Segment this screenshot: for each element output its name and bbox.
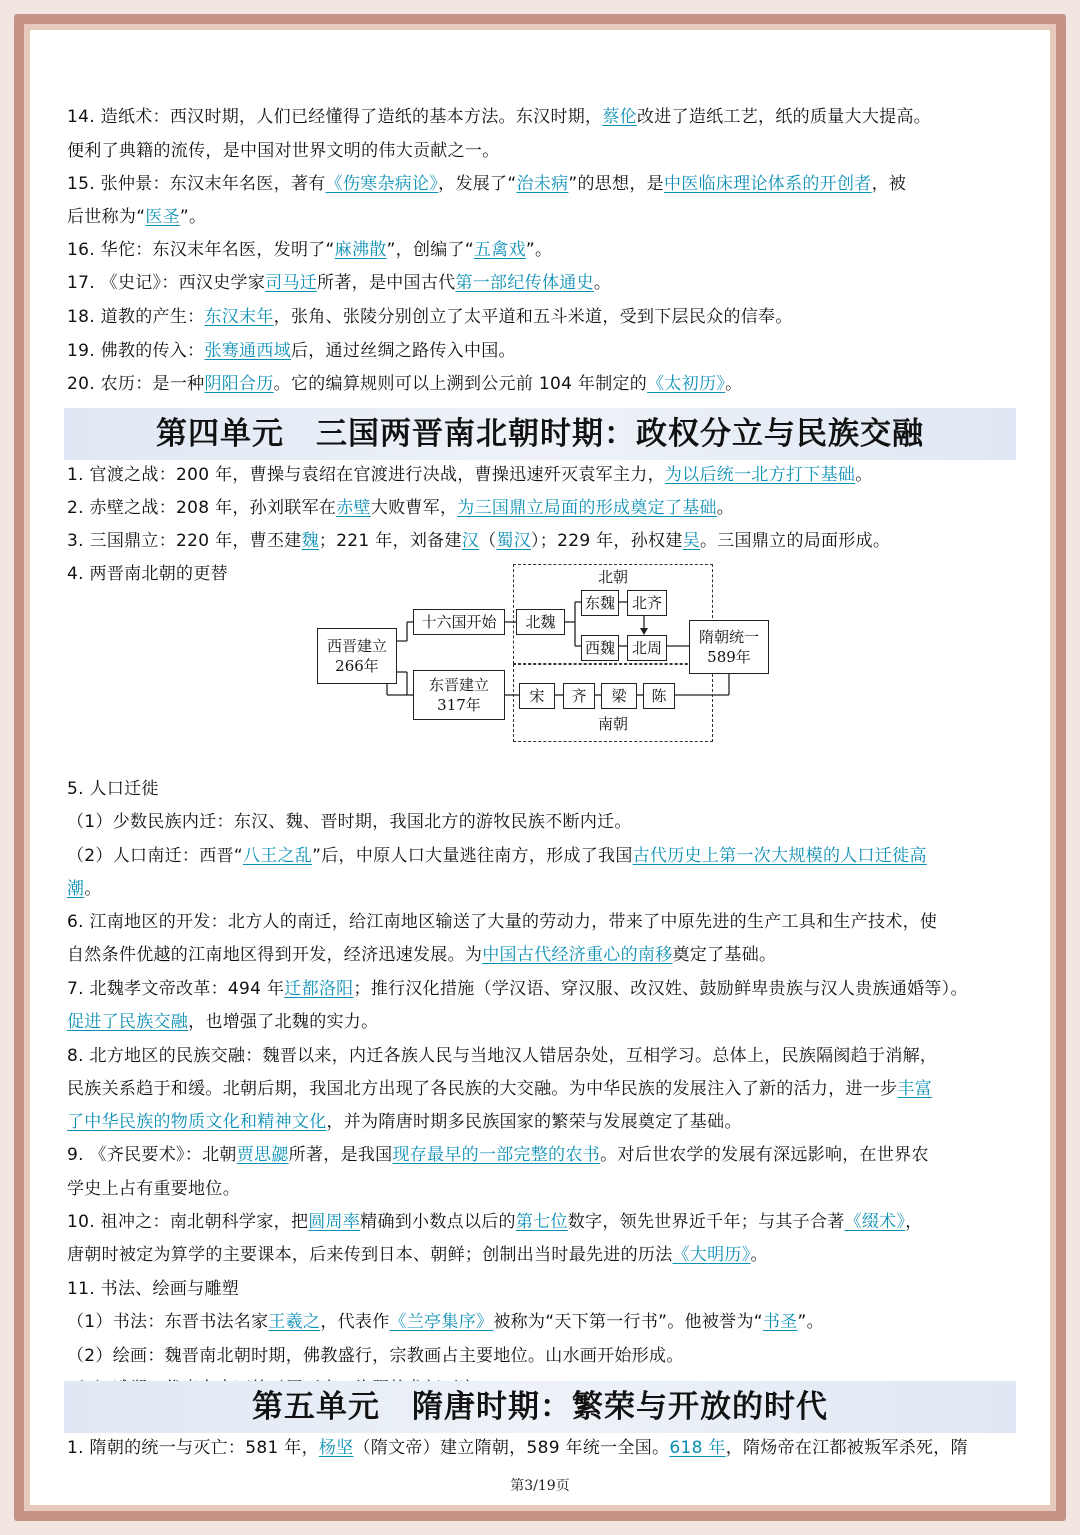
eastern-jin-box bbox=[413, 670, 505, 720]
unit-4-title: 第四单元 三国两晋南北朝时期：政权分立与民族交融 bbox=[64, 408, 1016, 460]
unit4-item-4: 4. 两晋南北朝的更替 bbox=[67, 564, 228, 584]
item-17: 17. 《史记》：西汉史学家司马迁所著，是中国古代第一部纪传体通史。 bbox=[67, 273, 612, 293]
unit4-item-6-line-2: 自然条件优越的江南地区得到开发，经济迅速发展。为中国古代经济重心的南移奠定了基础。 bbox=[67, 945, 777, 965]
sixteen-kingdoms-box: 十六国开始 bbox=[413, 609, 505, 635]
item-18: 18. 道教的产生：东汉末年，张角、张陵分别创立了太平道和五斗米道，受到下层民众的信奉。 bbox=[67, 307, 793, 327]
dynasty-succession-diagram bbox=[317, 562, 777, 744]
item-20: 20. 农历：是一种阴阳合历。它的编算规则可以上溯到公元前 104 年制定的《太初历》。 bbox=[67, 374, 743, 394]
unit-5-title: 第五单元 隋唐时期：繁荣与开放的时代 bbox=[64, 1381, 1016, 1433]
liang-dynasty-box: 梁 bbox=[601, 683, 637, 709]
unit4-item-11-1: （1）书法：东晋书法名家王羲之，代表作《兰亭集序》被称为“天下第一行书”。他被誉为“书圣”。 bbox=[67, 1312, 824, 1332]
western-jin-box bbox=[317, 628, 397, 684]
eastern-jin-year: 317年 bbox=[437, 696, 481, 714]
unit4-item-10-line-2: 唐朝时被定为算学的主要课本，后来传到日本、朝鲜；创制出当时最先进的历法《大明历》。 bbox=[67, 1245, 768, 1265]
western-jin-label: 西晋建立 bbox=[326, 637, 387, 655]
sui-unification-year: 589年 bbox=[707, 648, 751, 666]
unit4-item-6-line-1: 6. 江南地区的开发：北方人的南迁，给江南地区输送了大量的劳动力，带来了中原先进的生产工具和生产技术，使 bbox=[67, 912, 938, 932]
northern-wei-box: 北魏 bbox=[516, 609, 565, 635]
sui-unification-label: 隋朝统一 bbox=[698, 628, 759, 646]
unit4-item-7-line-1: 7. 北魏孝文帝改革：494 年迁都洛阳；推行汉化措施（学汉语、穿汉服、改汉姓、鼓励鲜卑贵族与汉人贵族通婚等）。 bbox=[67, 979, 968, 999]
unit4-item-5: 5. 人口迁徙 bbox=[67, 779, 159, 799]
northern-qi-box: 北齐 bbox=[627, 590, 667, 616]
item-19: 19. 佛教的传入：张骞通西域后，通过丝绸之路传入中国。 bbox=[67, 341, 516, 361]
northern-zhou-box: 北周 bbox=[627, 635, 667, 661]
unit4-item-3: 3. 三国鼎立：220 年，曹丕建魏；221 年，刘备建汉（蜀汉）；229 年，孙权建吴。三国鼎立的局面形成。 bbox=[67, 531, 891, 551]
unit4-item-1: 1. 官渡之战：200 年，曹操与袁绍在官渡进行决战，曹操迅速歼灭袁军主力，为以后统一北方打下基础。 bbox=[67, 465, 873, 485]
sui-unification-box bbox=[689, 620, 769, 674]
unit4-item-8-line-3: 了中华民族的物质文化和精神文化，并为隋唐时期多民族国家的繁荣与发展奠定了基础。 bbox=[67, 1112, 742, 1132]
page-number: 第3/19页 bbox=[510, 1478, 570, 1494]
western-wei-box: 西魏 bbox=[581, 635, 619, 661]
song-dynasty-box: 宋 bbox=[519, 683, 555, 709]
western-jin-year: 266年 bbox=[335, 657, 379, 675]
eastern-jin-label: 东晋建立 bbox=[428, 676, 489, 694]
unit4-item-2: 2. 赤壁之战：208 年，孙刘联军在赤壁大败曹军，为三国鼎立局面的形成奠定了基础。 bbox=[67, 498, 735, 518]
unit4-item-5-2-line-1: （2）人口南迁：西晋“八王之乱”后，中原人口大量逃往南方，形成了我国古代历史上第一次大规模的人口迁徙高 bbox=[67, 846, 927, 866]
unit4-item-8-line-2: 民族关系趋于和缓。北朝后期，我国北方出现了各民族的大交融。为中华民族的发展注入了新的活力，进一步丰富 bbox=[67, 1079, 933, 1099]
item-16: 16. 华佗：东汉末年名医，发明了“麻沸散”，创编了“五禽戏”。 bbox=[67, 240, 553, 260]
qi-dynasty-box: 齐 bbox=[563, 683, 595, 709]
south-dynasties-label: 南朝 bbox=[598, 715, 629, 733]
unit5-item-1: 1. 隋朝的统一与灭亡：581 年，杨坚（隋文帝）建立隋朝，589 年统一全国。618 年，隋炀帝在江都被叛军杀死，隋 bbox=[67, 1438, 968, 1458]
unit4-item-11: 11. 书法、绘画与雕塑 bbox=[67, 1279, 240, 1299]
item-15-line-2: 后世称为“医圣”。 bbox=[67, 207, 207, 227]
item-14-line-2: 便利了典籍的流传，是中国对世界文明的伟大贡献之一。 bbox=[67, 141, 500, 161]
unit4-item-5-2-line-2: 潮。 bbox=[67, 879, 102, 899]
item-15-line-1: 15. 张仲景：东汉末年名医，著有《伤寒杂病论》，发展了“治未病”的思想，是中医临床理论体系的开创者，被 bbox=[67, 174, 907, 194]
north-dynasties-label: 北朝 bbox=[598, 568, 629, 586]
unit4-item-9-line-1: 9. 《齐民要术》：北朝贾思勰所著，是我国现存最早的一部完整的农书。对后世农学的发展有深远影响，在世界农 bbox=[67, 1145, 929, 1165]
unit4-item-11-2: （2）绘画：魏晋南北朝时期，佛教盛行，宗教画占主要地位。山水画开始形成。 bbox=[67, 1346, 684, 1366]
unit4-item-9-line-2: 学史上占有重要地位。 bbox=[67, 1179, 240, 1199]
unit4-item-10-line-1: 10. 祖冲之：南北朝科学家，把圆周率精确到小数点以后的第七位数字，领先世界近千年；与其子合著《缀术》， bbox=[67, 1212, 923, 1232]
chen-dynasty-box: 陈 bbox=[643, 683, 675, 709]
document-page bbox=[30, 30, 1050, 1505]
unit4-item-5-1: （1）少数民族内迁：东汉、魏、晋时期，我国北方的游牧民族不断内迁。 bbox=[67, 812, 632, 832]
unit4-item-7-line-2: 促进了民族交融，也增强了北魏的实力。 bbox=[67, 1012, 379, 1032]
unit4-item-8-line-1: 8. 北方地区的民族交融：魏晋以来，内迁各族人民与当地汉人错居杂处，互相学习。总体上，民族隔阂趋于消解， bbox=[67, 1046, 938, 1066]
eastern-wei-box: 东魏 bbox=[581, 590, 619, 616]
item-14-line-1: 14. 造纸术：西汉时期，人们已经懂得了造纸的基本方法。东汉时期，蔡伦改进了造纸工艺，纸的质量大大提高。 bbox=[67, 107, 932, 127]
